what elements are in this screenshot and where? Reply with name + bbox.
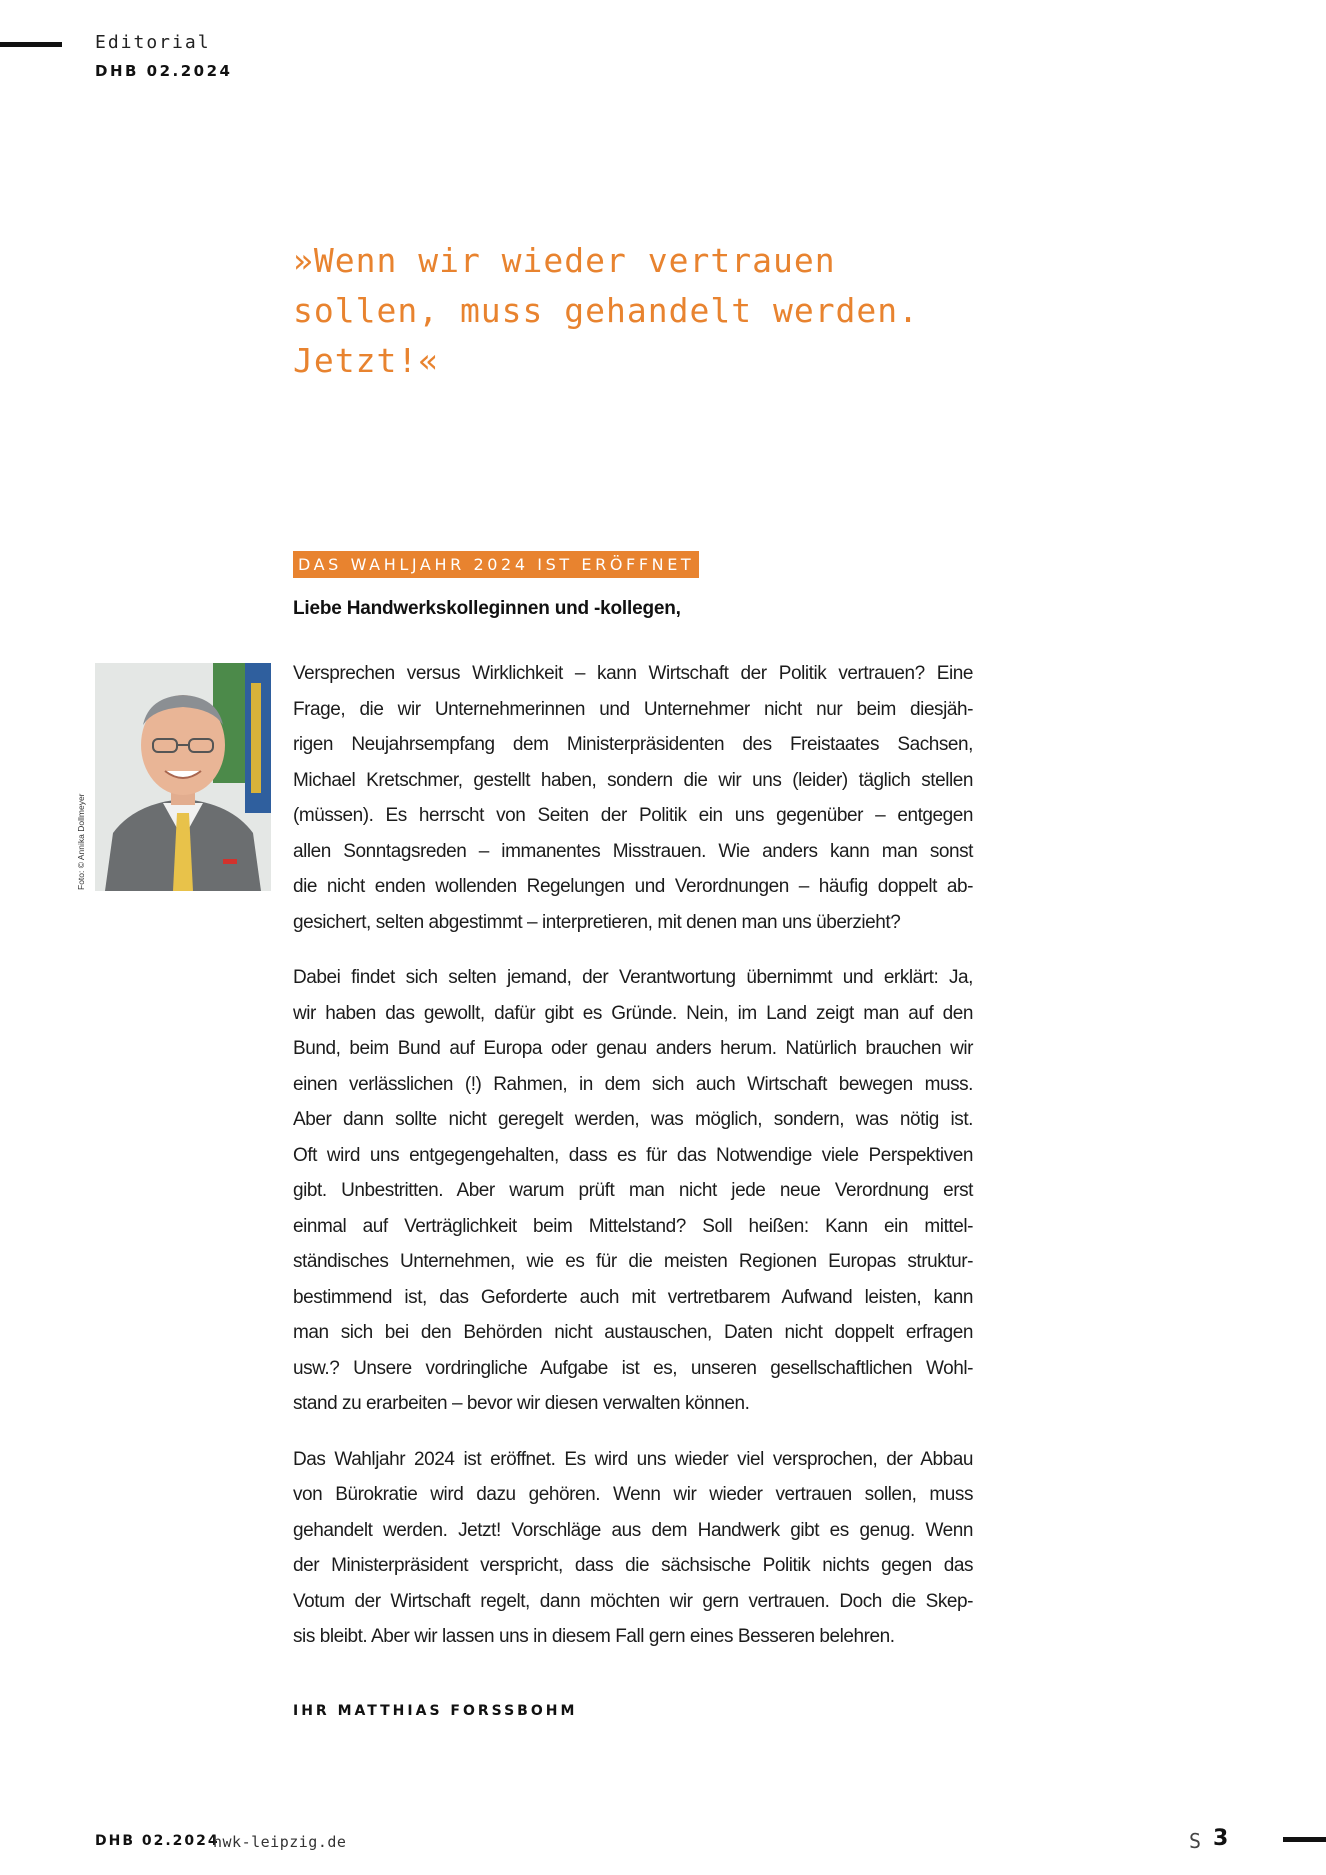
author-portrait: [95, 663, 271, 891]
text-line: Dabei findet sich selten jemand, der Verantwortung übernimmt und erklärt: Ja,: [293, 967, 973, 988]
text-line: stand zu erarbeiten – bevor wir diesen verwalten können.: [293, 1393, 750, 1414]
text-line: usw.? Unsere vordringliche Aufgabe ist es, unseren gesellschaftlichen Wohl-: [293, 1357, 973, 1379]
text-line: (müssen). Es herrscht von Seiten der Politik ein uns gegenüber – entgegen: [293, 805, 973, 826]
text-line: die nicht enden wollenden Regelungen und Verordnungen – häufig doppelt ab-: [293, 876, 973, 897]
text-line: ständisches Unternehmen, wie es für die meisten Regionen Europas struktur-: [293, 1251, 973, 1272]
text-line: Oft wird uns entgegengehalten, dass es für das Notwendige viele Perspektiven: [293, 1144, 973, 1166]
text-line: man sich bei den Behörden nicht austauschen, Daten nicht doppelt erfragen: [293, 1322, 973, 1343]
kicker-headline: DAS WAHLJAHR 2024 IST ERÖFFNET: [293, 551, 699, 578]
article-body: [293, 656, 973, 1675]
header-rule: [0, 42, 62, 47]
pull-quote-line: Jetzt!«: [293, 341, 440, 380]
signature: IHR MATTHIAS FORSSBOHM: [293, 1703, 578, 1719]
text-line: rigen Neujahrsempfang dem Ministerpräsidenten des Freistaates Sachsen,: [293, 734, 973, 755]
text-line: einen verlässlichen (!) Rahmen, in dem sich auch Wirtschaft bewegen muss.: [293, 1073, 973, 1095]
paragraph: [293, 1442, 973, 1655]
text-line: Versprechen versus Wirklichkeit – kann Wirtschaft der Politik vertrauen? Eine: [293, 663, 973, 684]
footer-issue: DHB 02.2024: [95, 1833, 220, 1849]
text-line: Votum der Wirtschaft regelt, dann möchten wir gern vertrauen. Doch die Skep-: [293, 1590, 973, 1612]
text-line: gesichert, selten abgestimmt – interpretieren, mit denen man uns überzieht?: [293, 911, 901, 933]
text-line: von Bürokratie wird dazu gehören. Wenn wir wieder vertrauen sollen, muss: [293, 1484, 973, 1505]
footer-rule: [1283, 1837, 1326, 1842]
text-line: Aber dann sollte nicht geregelt werden, was möglich, sondern, was nötig ist.: [293, 1109, 973, 1130]
text-line: Frage, die wir Unternehmerinnen und Unternehmer nicht nur beim diesjäh-: [293, 698, 973, 720]
section-label: Editorial: [95, 32, 211, 53]
issue-label: DHB 02.2024: [95, 62, 233, 80]
text-line: wir haben das gewollt, dafür gibt es Gründe. Nein, im Land zeigt man auf den: [293, 1002, 973, 1024]
text-line: allen Sonntagsreden – immanentes Misstrauen. Wie anders kann man sonst: [293, 840, 973, 862]
text-line: sis bleibt. Aber wir lassen uns in diesem Fall gern eines Besseren belehren.: [293, 1626, 895, 1647]
text-line: einmal auf Verträglichkeit beim Mittelstand? Soll heißen: Kann ein mittel-: [293, 1215, 973, 1237]
text-line: gibt. Unbestritten. Aber warum prüft man nicht jede neue Verordnung erst: [293, 1180, 973, 1201]
text-line: bestimmend ist, das Geforderte auch mit vertretbarem Aufwand leisten, kann: [293, 1286, 973, 1308]
text-line: Das Wahljahr 2024 ist eröffnet. Es wird uns wieder viel versprochen, der Abbau: [293, 1448, 973, 1470]
pull-quote: [293, 236, 1013, 386]
pull-quote-line: sollen, muss gehandelt werden.: [293, 291, 920, 330]
text-line: Bund, beim Bund auf Europa oder genau anders herum. Natürlich brauchen wir: [293, 1038, 973, 1059]
footer-url[interactable]: hwk-leipzig.de: [213, 1833, 347, 1851]
portrait-illustration: [95, 663, 271, 891]
page-number: 3: [1213, 1826, 1229, 1851]
paragraph: [293, 960, 973, 1422]
photo-credit: Foto: © Annika Dollmeyer: [76, 793, 86, 890]
pull-quote-line: »Wenn wir wieder vertrauen: [293, 241, 836, 280]
paragraph: [293, 656, 973, 940]
text-line: Michael Kretschmer, gestellt haben, sondern die wir uns (leider) täglich stellen: [293, 769, 973, 791]
salutation: Liebe Handwerkskolleginnen und -kollegen,: [293, 598, 681, 619]
text-line: der Ministerpräsident verspricht, dass die sächsische Politik nichts gegen das: [293, 1555, 973, 1576]
page-prefix: S: [1189, 1829, 1202, 1853]
text-line: gehandelt werden. Jetzt! Vorschläge aus dem Handwerk gibt es genug. Wenn: [293, 1519, 973, 1541]
